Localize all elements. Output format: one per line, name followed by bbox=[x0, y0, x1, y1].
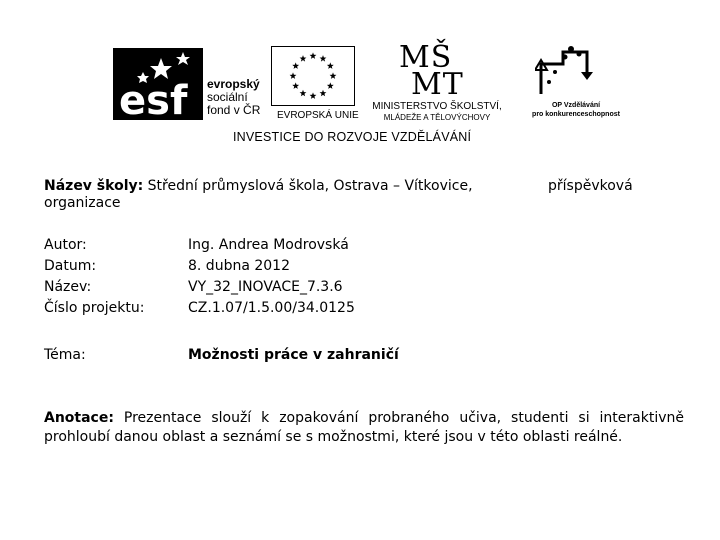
school-type: příspěvková bbox=[548, 178, 633, 194]
msmt-logo-icon bbox=[399, 40, 464, 102]
op-logo-icon bbox=[535, 46, 599, 102]
detail-label-date: Datum: bbox=[44, 258, 97, 274]
logo-banner bbox=[87, 38, 635, 160]
op-caption bbox=[531, 101, 621, 119]
op-line-2: pro konkurenceschopnost bbox=[532, 111, 620, 118]
topic-label: Téma: bbox=[44, 347, 86, 363]
school-value: Střední průmyslová škola, Ostrava – Vítkovice, bbox=[147, 178, 473, 194]
detail-label-project: Číslo projektu: bbox=[44, 300, 145, 316]
school-label: Název školy: bbox=[44, 178, 144, 194]
tagline: INVESTICE DO ROZVOJE VZDĚLÁVÁNÍ bbox=[233, 130, 472, 144]
topic-value: Možnosti práce v zahraničí bbox=[188, 347, 399, 363]
detail-value-name: VY_32_INOVACE_7.3.6 bbox=[188, 279, 343, 295]
msmt-mark-bottom: MT bbox=[411, 67, 464, 102]
school-continuation: organizace bbox=[44, 195, 121, 211]
esf-line-3: fond v ČR bbox=[207, 103, 261, 117]
annotation bbox=[44, 409, 684, 447]
esf-logo-icon bbox=[113, 48, 203, 120]
annotation-label: Anotace: bbox=[44, 410, 114, 426]
annotation-text: Prezentace slouží k zopakování probraného učiva, studenti si interaktivně prohloubí danou oblast a seznámí se s možnostmi, které jsou v této oblasti reálné. bbox=[44, 410, 684, 445]
detail-label-author: Autor: bbox=[44, 237, 87, 253]
esf-line-2: sociální bbox=[207, 90, 248, 104]
details-labels bbox=[44, 235, 144, 319]
detail-value-project: CZ.1.07/1.5.00/34.0125 bbox=[188, 300, 355, 316]
msmt-caption-2: MLÁDEŽE A TĚLOVÝCHOVY bbox=[383, 113, 491, 122]
msmt-mark-top: MŠ bbox=[399, 40, 453, 75]
eu-caption: EVROPSKÁ UNIE bbox=[277, 110, 359, 121]
svg-text:esf: esf bbox=[119, 78, 188, 120]
eu-flag-icon bbox=[271, 46, 355, 106]
esf-text bbox=[207, 78, 260, 117]
detail-value-date: 8. dubna 2012 bbox=[188, 258, 290, 274]
msmt-caption bbox=[362, 101, 512, 123]
esf-line-1: evropský bbox=[207, 77, 260, 91]
details-values bbox=[188, 235, 355, 319]
msmt-caption-1: MINISTERSTVO ŠKOLSTVÍ, bbox=[372, 101, 502, 112]
detail-label-name: Název: bbox=[44, 279, 92, 295]
detail-value-author: Ing. Andrea Modrovská bbox=[188, 237, 349, 253]
op-line-1: OP Vzdělávání bbox=[551, 102, 601, 109]
